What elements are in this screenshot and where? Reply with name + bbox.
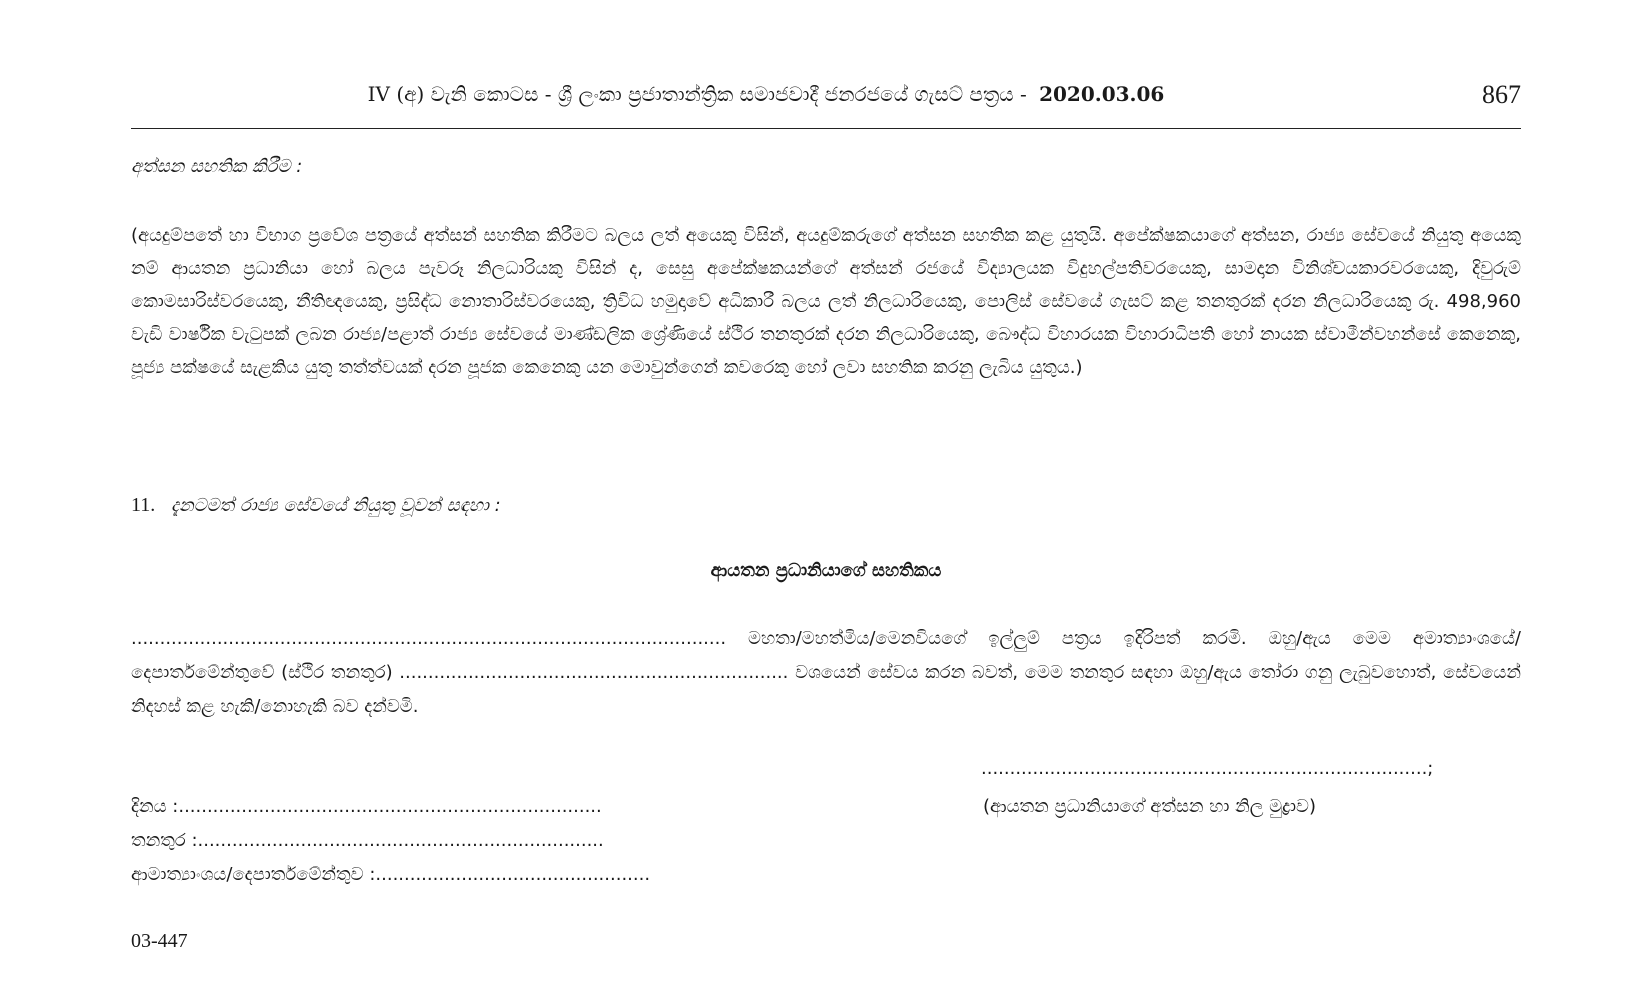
permanent-post-blank: ....................................................................: [399, 662, 789, 683]
ministry-label: ආමාත්‍යාංශය/දෙපාර්තමේන්තුව :: [131, 864, 376, 885]
signature-certification-paragraph: (අයදුම්පතේ හා විභාග ප්‍රවේශ පත්‍රයේ අත්සන් සහතික කිරීමට බලය ලත් අයෙකු විසින්, අයදුම්කරුගේ අත්සන සහතික කළ යුතුයි. අපේක්ෂකයාගේ අත්සන, රාජ්‍ය සේවයේ නියුතු අයෙකු නම් ආයතන ප්‍රධානියා හෝ බලය පැවරූ නිලධාරියකු විසින් ද, සෙසු අපේක්ෂකයන්ගේ අත්සන් රජයේ විද්‍යාලයක විදුහල්පතිවරයෙකු, සාමදාන විනිශ්චයකාරවරයෙකු, දිවුරුම් කොමසාරිස්වරයෙකු, නීතිඥයෙකු, ප්‍රසිද්ධ නොතාරිස්වරයෙකු, ත්‍රිවිධ හමුදාවේ අධිකාරී බලය ලත් නිලධාරියෙකු, පොලිස් සේවයේ ගැසට් කළ තනතුරක් දරන නිලධාරියෙකු රු. 498,960 වැඩි වාර්ෂික වැටුපක් ලබන රාජ්‍ය/පළාත් රාජ්‍ය සේවයේ මාණ්ඩලික ශ්‍රේණියේ ස්ථිර තනතුරක් දරන නිලධාරියෙකු, බෞද්ධ විහාරයක විහාරාධිපති හෝ නායක ස්වාමීන්වහන්සේ කෙනෙකු, පූජ්‍ය පක්ෂයේ සැළකිය යුතු තත්ත්වයක් දරන පූජක කෙනෙකු යන මොවුන්ගෙන් කවරෙකු හෝ ලවා සහතික කරනු ලැබිය යුතුය.): [131, 225, 1521, 378]
signature-caption: (ආයතන ප්‍රධානියාගේ අත්සන හා නිල මුද්‍රාව): [983, 796, 1316, 817]
item-number: 11.: [131, 494, 156, 516]
header-title-text: IV (අ) වැනි කොටස - ශ්‍රී ලංකා ප්‍රජාතාන්ත්‍රික සමාජවාදී ජනරජයේ ගැසට් පත්‍රය -: [367, 82, 1027, 106]
certificate-title: ආයතන ප්‍රධානියාගේ සහතිකය: [710, 560, 942, 581]
date-blank: ..........................................................................: [178, 796, 602, 817]
ministry-blank: ................................................: [375, 864, 651, 885]
gazette-header-title: [131, 82, 1401, 106]
page-header: [131, 72, 1521, 129]
item-11: [131, 494, 501, 517]
notice-code: 03-447: [131, 930, 188, 952]
gazette-date: 2020.03.06: [1039, 82, 1165, 106]
signature-certification-heading: අත්සන සහතික කිරීම :: [131, 156, 303, 177]
date-field: [131, 796, 602, 817]
certificate-body: [131, 622, 1521, 724]
item-label: දැනටමත් රාජ්‍ය සේවයේ නියුතු වූවන් සඳහා :: [171, 495, 501, 516]
signature-blank: ..............................................................................;: [981, 758, 1434, 779]
post-field: [131, 830, 604, 851]
page-number: 867: [1482, 80, 1521, 109]
applicant-name-blank: ........................................................................................................: [131, 628, 727, 649]
ministry-field: [131, 864, 650, 885]
certificate-text-part2: වශයෙන් සේවය කරන බවත්, මෙම තනතුර සඳහා ඔහු/ඇය තෝරා ගනු ලැබුවහොත්, සේවයෙන් නිදහස් කළ හැකි/නොහැකි බව දන්වමි.: [131, 662, 1521, 717]
post-blank: .......................................................................: [197, 830, 604, 851]
post-label: තනතුර :: [131, 830, 198, 851]
date-label: දිනය :: [131, 796, 179, 817]
certificate-text-part1: මහතා/මහත්මිය/මෙනවියගේ ඉල්ලුම් පත්‍රය ඉදිරිපත් කරමි. ඔහු/ඇය මෙම අමාත්‍යාංශයේ/දෙපාර්තමේන්තුවේ (ස්ථිර තනතුර): [131, 628, 1521, 683]
